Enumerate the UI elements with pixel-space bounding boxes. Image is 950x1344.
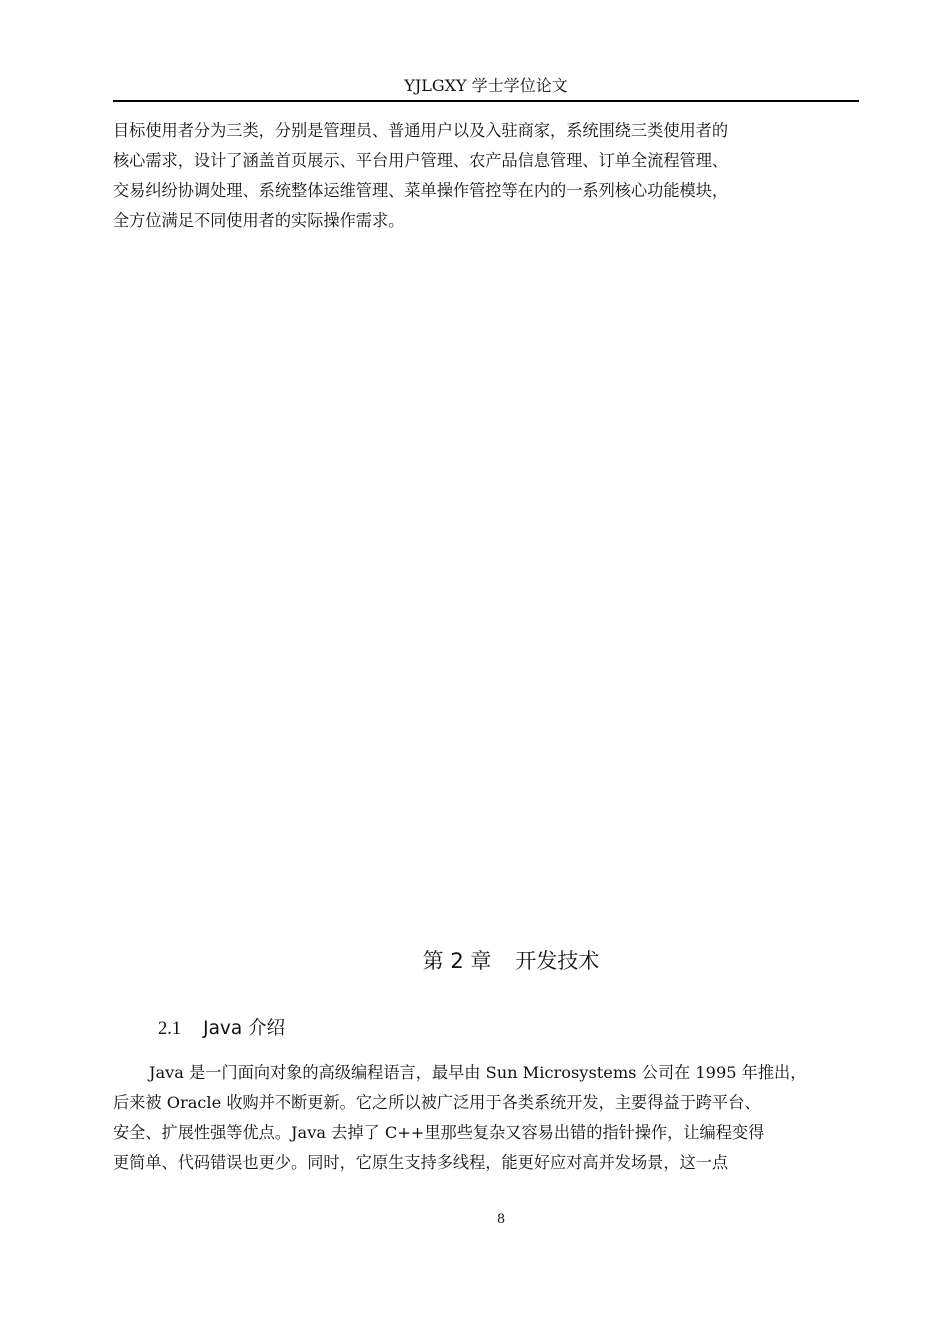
java-paragraph [113,1058,859,1178]
intro-paragraph [113,116,859,236]
section-heading [158,1014,285,1044]
paragraph-line: 安全、扩展性强等优点。Java 去掉了 C++里那些复杂又容易出错的指针操作，让编程变得 [113,1123,765,1142]
paragraph-line: 交易纠纷协调处理、系统整体运维管理、菜单操作管控等在内的一系列核心功能模块， [113,181,729,200]
paragraph-line: 更简单、代码错误也更少。同时，它原生支持多线程，能更好应对高并发场景，这一点 [113,1153,729,1172]
paragraph-line: 全方位满足不同使用者的实际操作需求。 [113,211,405,230]
page-header: YJLGXY 学士学位论文 [404,76,568,95]
chapter-heading [113,945,909,977]
chapter-title: 开发技术 [515,949,600,973]
paragraph-line: Java 是一门面向对象的高级编程语言，最早由 Sun Microsystems 公司在 1995 年推出， [149,1063,807,1082]
chapter-label: 第 2 章 [422,949,492,973]
page-number: 8 [496,1212,506,1227]
paragraph-line: 核心需求，设计了涵盖首页展示、平台用户管理、农产品信息管理、订单全流程管理、 [113,151,729,170]
paragraph-line: 目标使用者分为三类，分别是管理员、普通用户以及入驻商家，系统围绕三类使用者的 [113,121,729,140]
paragraph-line: 后来被 Oracle 收购并不断更新。它之所以被广泛用于各类系统开发，主要得益于跨平台、 [113,1093,761,1112]
section-number: 2.1 [158,1019,182,1039]
section-title: Java 介绍 [203,1018,286,1039]
header-rule [113,100,859,102]
